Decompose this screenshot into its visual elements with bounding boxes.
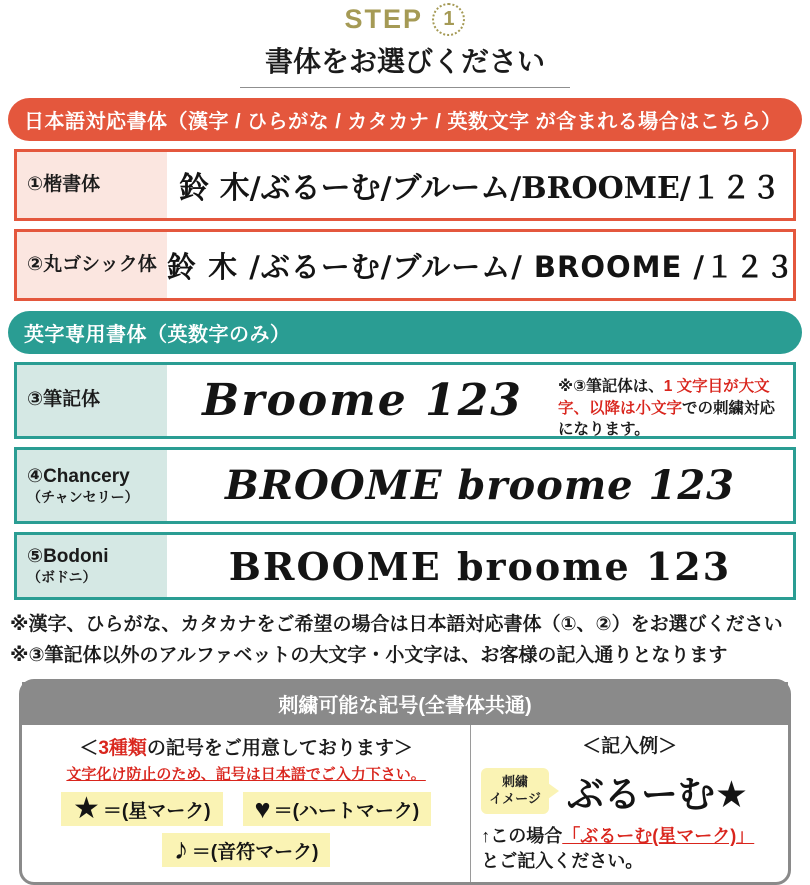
- script-note-part1: ※③筆記体は、: [558, 378, 664, 395]
- symbol-star: [61, 792, 223, 826]
- script-note-red: 1 文字目が大文字、以降は小文字: [558, 378, 770, 417]
- example-caption-red: 「ぶるーむ(星マーク)」: [562, 826, 755, 847]
- font-option-script: [14, 362, 796, 439]
- star-icon: ★: [72, 792, 100, 826]
- font-option-maru-gothic-label: ②丸ゴシック体: [17, 232, 167, 298]
- font-option-chancery-reading: （チャンセリー）: [27, 488, 139, 505]
- font-option-maru-gothic: [14, 229, 796, 301]
- music-note-icon: ♪: [173, 833, 189, 867]
- symbols-title-part1: ＜: [79, 738, 99, 760]
- font-option-chancery-sample: BROOME broome 123: [224, 462, 736, 509]
- step-label: STEP: [344, 4, 424, 34]
- font-option-kaisho-label: ①楷書体: [17, 152, 167, 218]
- example-caption-part1: ↑この場合: [481, 826, 563, 847]
- example-caption-part2: とご記入ください。: [481, 851, 644, 872]
- embroidery-symbols-box: [19, 679, 791, 885]
- font-option-bodoni-label: [17, 535, 167, 597]
- english-fonts-section-header: 英字専用書体（英数字のみ）: [8, 311, 802, 354]
- font-option-maru-gothic-sample: 鈴 木 /ぶるーむ/ブルーム/ BROOME /１２３: [167, 249, 796, 284]
- symbols-title-part2: の記号をご用意しております＞: [146, 738, 413, 760]
- symbol-heart: [243, 792, 432, 826]
- japanese-fonts-section-header: 日本語対応書体（漢字 / ひらがな / カタカナ / 英数文字 が含まれる場合はこちら）: [8, 98, 802, 141]
- footnotes: [10, 612, 800, 669]
- symbol-note: [162, 833, 331, 867]
- symbol-star-label: ＝(星マーク): [102, 800, 211, 822]
- footnote-japanese-fonts: ※漢字、ひらがな、カタカナをご希望の場合は日本語対応書体（①、②）をお選びください: [10, 614, 783, 635]
- font-option-bodoni: [14, 532, 796, 600]
- font-option-chancery-label: [17, 450, 167, 521]
- page-title: 書体をお選びください: [240, 40, 570, 88]
- symbol-note-label: ＝(音符マーク): [191, 841, 319, 863]
- font-option-bodoni-name: ⑤Bodoni: [27, 546, 109, 568]
- font-option-script-label: ③筆記体: [17, 365, 167, 436]
- symbol-heart-label: ＝(ハートマーク): [273, 800, 420, 822]
- symbol-chip-row-2: [28, 833, 464, 867]
- font-option-bodoni-sample: BROOME broome 123: [228, 543, 732, 589]
- symbols-box-content: [22, 725, 788, 882]
- symbols-list-title: [28, 733, 464, 760]
- symbols-input-warning: 文字化け防止のため、記号は日本語でご入力下さい。: [66, 766, 426, 784]
- script-case-note: [558, 365, 793, 439]
- font-option-bodoni-reading: （ボドニ）: [27, 569, 97, 585]
- example-caption: [481, 824, 778, 874]
- symbol-chip-row-1: [28, 792, 464, 826]
- step-number-badge: [432, 3, 465, 36]
- font-option-chancery: [14, 447, 796, 524]
- font-option-chancery-name: ④Chancery: [27, 465, 130, 487]
- font-option-kaisho-sample: 鈴 木/ぶるーむ/ブルーム/BROOME/１２３: [179, 171, 781, 206]
- step-header: [0, 0, 810, 36]
- script-note-part2: での刺繍対応になります。: [558, 399, 776, 439]
- step-number: 1: [443, 8, 455, 30]
- stitch-tag-line2: イメージ: [489, 791, 541, 807]
- footnote-letter-case: ※③筆記体以外のアルファベットの大文字・小文字は、お客様の記入通りとなります: [10, 644, 728, 666]
- symbols-box-header: 刺繍可能な記号(全書体共通): [22, 682, 788, 725]
- stitch-tag-line1: 刺繍: [502, 774, 529, 790]
- symbols-list-panel: [22, 725, 471, 882]
- font-option-kaisho: [14, 149, 796, 221]
- example-row: [481, 764, 778, 818]
- example-title: ＜記入例＞: [582, 736, 678, 758]
- example-embroidery-text: ぶるーむ★: [566, 773, 749, 817]
- example-panel: [471, 725, 788, 882]
- stitch-image-tag: [481, 768, 549, 814]
- symbols-title-count: 3種類: [98, 738, 147, 760]
- heart-icon: ♥: [254, 793, 271, 824]
- font-option-script-sample: Broome 123: [202, 375, 523, 426]
